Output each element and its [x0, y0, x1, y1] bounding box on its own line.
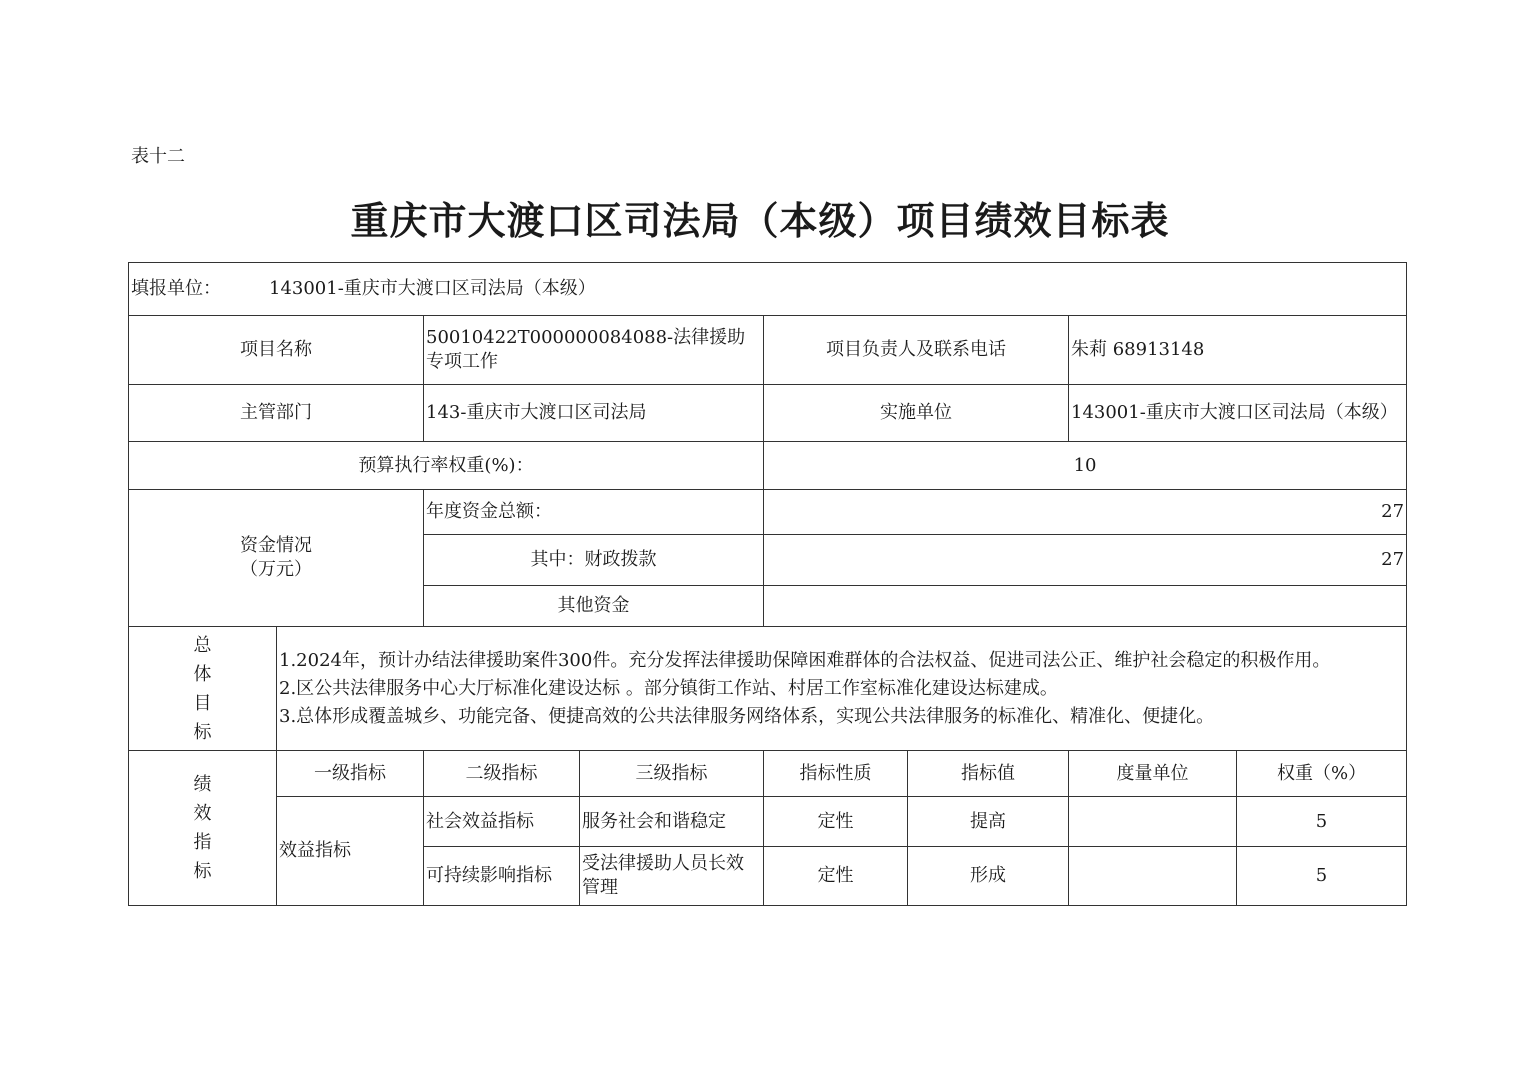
indicator-unit	[1069, 847, 1237, 906]
project-name-label: 项目名称	[129, 316, 424, 385]
impl-unit-value: 143001-重庆市大渡口区司法局（本级）	[1069, 385, 1407, 442]
project-name-value: 50010422T000000084088-法律援助专项工作	[424, 316, 764, 385]
level3-indicator: 受法律援助人员长效管理	[580, 847, 764, 906]
filler-label: 填报单位：	[131, 278, 221, 299]
header-level3: 三级指标	[580, 751, 764, 797]
indicator-label-char: 标	[193, 861, 212, 882]
table-number: 表十二	[131, 146, 185, 167]
filler-row	[129, 263, 1407, 316]
document-title: 重庆市大渡口区司法局（本级）项目绩效目标表	[350, 199, 1170, 243]
project-contact-label: 项目负责人及联系电话	[764, 316, 1069, 385]
dept-label: 主管部门	[129, 385, 424, 442]
filler-value: 143001-重庆市大渡口区司法局（本级）	[269, 278, 596, 299]
header-weight: 权重（%）	[1237, 751, 1407, 797]
performance-target-table	[128, 262, 1407, 906]
performance-indicator-label	[129, 751, 277, 906]
goal-line-3: 3.总体形成覆盖城乡、功能完备、便捷高效的公共法律服务网络体系，实现公共法律服务的标准化、精准化、便捷化。	[279, 705, 1215, 727]
funds-fiscal-label: 其中：财政拨款	[424, 535, 764, 586]
level1-indicator: 效益指标	[277, 797, 424, 906]
funds-label	[129, 490, 424, 627]
indicator-weight: 5	[1237, 797, 1407, 847]
level2-indicator: 可持续影响指标	[424, 847, 580, 906]
level2-indicator: 社会效益指标	[424, 797, 580, 847]
indicator-label-char: 绩	[193, 774, 212, 795]
indicator-unit	[1069, 797, 1237, 847]
funds-label-line2: （万元）	[240, 559, 312, 580]
indicator-value: 形成	[908, 847, 1069, 906]
table-row	[129, 797, 1407, 847]
overall-goal-char: 标	[193, 721, 212, 743]
indicator-value: 提高	[908, 797, 1069, 847]
overall-goal-char: 目	[193, 692, 212, 714]
overall-goal-content	[277, 627, 1407, 751]
header-level2: 二级指标	[424, 751, 580, 797]
funds-other-label: 其他资金	[424, 586, 764, 627]
indicator-nature: 定性	[764, 847, 908, 906]
header-unit: 度量单位	[1069, 751, 1237, 797]
dept-value: 143-重庆市大渡口区司法局	[424, 385, 764, 442]
funds-fiscal-value: 27	[764, 535, 1407, 586]
goal-line-1: 1.2024年，预计办结法律援助案件300件。充分发挥法律援助保障困难群体的合法权益、促进司法公正、维护社会稳定的积极作用。	[279, 649, 1331, 671]
level3-indicator: 服务社会和谐稳定	[580, 797, 764, 847]
budget-rate-label: 预算执行率权重(%)：	[129, 442, 764, 490]
impl-unit-label: 实施单位	[764, 385, 1069, 442]
funds-total-value: 27	[764, 490, 1407, 535]
header-level1: 一级指标	[277, 751, 424, 797]
project-contact-value: 朱莉 68913148	[1069, 316, 1407, 385]
budget-rate-value: 10	[764, 442, 1407, 490]
funds-label-line1: 资金情况	[240, 535, 312, 556]
indicator-label-char: 指	[193, 832, 212, 853]
header-nature: 指标性质	[764, 751, 908, 797]
overall-goal-char: 体	[193, 663, 212, 685]
indicator-nature: 定性	[764, 797, 908, 847]
overall-goal-char: 总	[193, 634, 212, 656]
header-value: 指标值	[908, 751, 1069, 797]
funds-other-value	[764, 586, 1407, 627]
overall-goal-label	[129, 627, 277, 751]
goal-line-2: 2.区公共法律服务中心大厅标准化建设达标 。部分镇街工作站、村居工作室标准化建设达标建成。	[279, 677, 1058, 699]
indicator-weight: 5	[1237, 847, 1407, 906]
funds-total-label: 年度资金总额：	[424, 490, 764, 535]
indicator-label-char: 效	[193, 803, 212, 824]
